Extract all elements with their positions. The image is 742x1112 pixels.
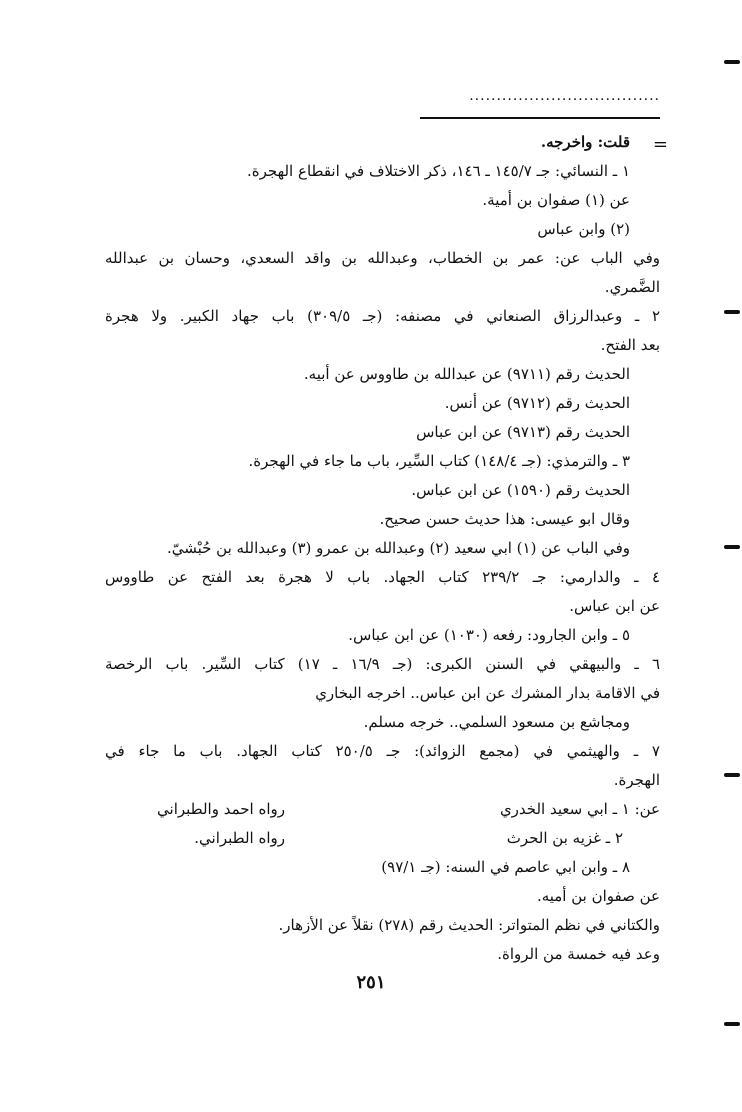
text-line: في الاقامة بدار المشرك عن ابن عباس.. اخرجه البخاري bbox=[315, 684, 660, 702]
text-line: ٥ ـ وابن الجارود: رفعه (١٠٣٠) عن ابن عباس. bbox=[348, 626, 630, 644]
text-line: الحديث رقم (٩٧١٣) عن ابن عباس bbox=[416, 423, 630, 441]
text-line: الضَّمري. bbox=[604, 278, 660, 296]
margin-mark bbox=[724, 545, 740, 549]
body-text bbox=[105, 128, 660, 969]
text-line: عن صفوان بن أميه. bbox=[536, 887, 660, 905]
page-number: ٢٥١ bbox=[356, 972, 386, 993]
text-line: وقال ابو عيسى: هذا حديث حسن صحيح. bbox=[379, 510, 630, 528]
text-line: ١ ـ النسائي: جـ ١٤٥/٧ ـ ١٤٦، ذكر الاختلاف في انقطاع الهجرة. bbox=[246, 162, 630, 180]
table-row bbox=[105, 824, 660, 853]
text-line: (٢) وابن عباس bbox=[537, 220, 630, 238]
margin-mark bbox=[724, 60, 740, 64]
text-line: ٣ ـ والترمذي: (جـ ١٤٨/٤) كتاب السِّير، باب ما جاء في الهجرة. bbox=[248, 452, 630, 470]
text-line: ٦ ـ والبيهقي في السنن الكبرى: (جـ ١٦/٩ ـ ١٧) كتاب السِّير. باب الرخصة bbox=[105, 655, 660, 673]
text-line: الحديث رقم (١٥٩٠) عن ابن عباس. bbox=[411, 481, 630, 499]
text-line: عن (١) صفوان بن أمية. bbox=[482, 191, 630, 209]
text-line: قلت: واخرجه. bbox=[540, 133, 630, 151]
text-line: وفي الباب عن (١) ابي سعيد (٢) وعبدالله بن عمرو (٣) وعبدالله بن حُبْشيّ. bbox=[166, 539, 630, 557]
text-line: الحديث رقم (٩٧١٢) عن أنس. bbox=[444, 394, 630, 412]
text-line: ٢ ـ وعبدالرزاق الصنعاني في مصنفه: (جـ ٣٠٩/٥) باب جهاد الكبير. ولا هجرة bbox=[105, 307, 660, 325]
table-cell: رواه الطبراني. bbox=[194, 829, 285, 847]
text-line: عن ابن عباس. bbox=[569, 597, 660, 615]
text-line: ٨ ـ وابن ابي عاصم في السنه: (جـ ٩٧/١) bbox=[381, 858, 630, 876]
table-row bbox=[105, 795, 660, 824]
text-line: الحديث رقم (٩٧١١) عن عبدالله بن طاووس عن أبيه. bbox=[303, 365, 630, 383]
header-rule bbox=[420, 117, 660, 119]
text-line: بعد الفتح. bbox=[600, 336, 660, 354]
text-line: ٧ ـ والهيثمي في (مجمع الزوائد): جـ ٢٥٠/٥ كتاب الجهاد. باب ما جاء في bbox=[105, 742, 660, 760]
margin-mark bbox=[724, 773, 740, 777]
table-cell: عن: ١ ـ ابي سعيد الخدري bbox=[499, 800, 660, 818]
table-cell: ٢ ـ غزيه بن الحرث bbox=[506, 829, 623, 847]
text-line: ٤ ـ والدارمي: جـ ٢٣٩/٢ كتاب الجهاد. باب لا هجرة بعد الفتح عن طاووس bbox=[105, 568, 660, 586]
text-line: وفي الباب عن: عمر بن الخطاب، وعبدالله بن واقد السعدي، وحسان بن عبدالله bbox=[105, 249, 660, 267]
header-dots: ................................... bbox=[469, 88, 660, 104]
margin-mark bbox=[724, 310, 740, 314]
text-line: ومجاشع بن مسعود السلمي.. خرجه مسلم. bbox=[363, 713, 630, 731]
text-line: وعد فيه خمسة من الرواة. bbox=[497, 945, 660, 963]
text-line: الهجرة. bbox=[613, 771, 660, 789]
continuation-mark: = bbox=[652, 134, 668, 155]
text-line: والكتاني في نظم المتواتر: الحديث رقم (٢٧٨) نقلاً عن الأزهار. bbox=[278, 916, 660, 934]
margin-mark bbox=[724, 1022, 740, 1026]
table-cell: رواه احمد والطبراني bbox=[157, 800, 285, 818]
